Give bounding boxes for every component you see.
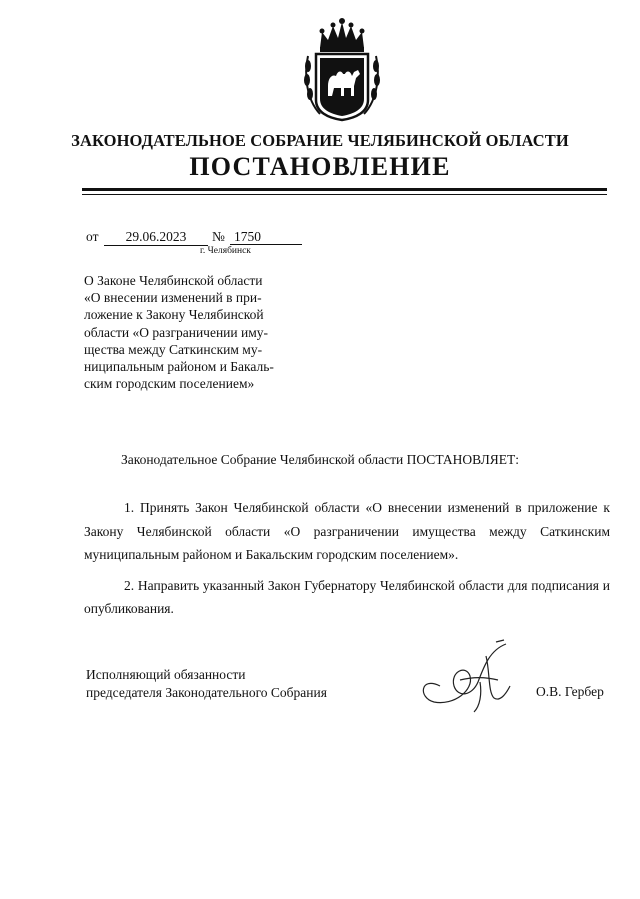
resolution-item: 1. Принять Закон Челябинской области «О внесении изменений в приложение к Закону Челябинской области «О разграничении имущества между Саткинским муниципальным районом и Бакальским городским поселением». — [84, 500, 610, 562]
resolution-body — [84, 496, 610, 628]
header-rule-thin — [82, 194, 607, 195]
subject-line: «О внесении изменений в при- — [84, 290, 262, 306]
subject-line: О Законе Челябинской области — [84, 273, 263, 288]
document-subject — [84, 272, 302, 392]
subject-line: ским городским поселением» — [84, 376, 255, 392]
signatory-title-line: председателя Законодательного Собрания — [86, 685, 327, 700]
signatory-title-line: Исполняющий обязанности — [86, 667, 246, 682]
subject-line: ниципальным районом и Бакаль- — [84, 359, 274, 375]
header-rule-thick — [82, 188, 607, 191]
subject-line: щества между Саткинским му- — [84, 341, 263, 357]
document-type-title: ПОСТАНОВЛЕНИЕ — [189, 152, 451, 181]
preamble: Законодательное Собрание Челябинской области ПОСТАНОВЛЯЕТ: — [120, 452, 520, 467]
subject-line: области «О разграничении иму- — [84, 324, 269, 340]
document-number: 1750 — [230, 229, 302, 245]
signatory-title — [86, 666, 327, 702]
resolution-item: 2. Направить указанный Закон Губернатору Челябинской области для подписания и опубликования. — [84, 577, 610, 616]
subject-line: ложение к Закону Челябинской — [84, 307, 264, 323]
signatory-name: О.В. Гербер — [536, 684, 604, 699]
number-prefix: № — [212, 229, 225, 244]
organization-name: ЗАКОНОДАТЕЛЬНОЕ СОБРАНИЕ ЧЕЛЯБИНСКОЙ ОБЛАСТИ — [71, 131, 569, 150]
city-label: г. Челябинск — [200, 246, 251, 256]
document-date: 29.06.2023 — [104, 229, 208, 246]
date-prefix: от — [86, 229, 99, 244]
coat-of-arms-emblem — [300, 14, 384, 124]
handwritten-signature — [410, 636, 530, 716]
